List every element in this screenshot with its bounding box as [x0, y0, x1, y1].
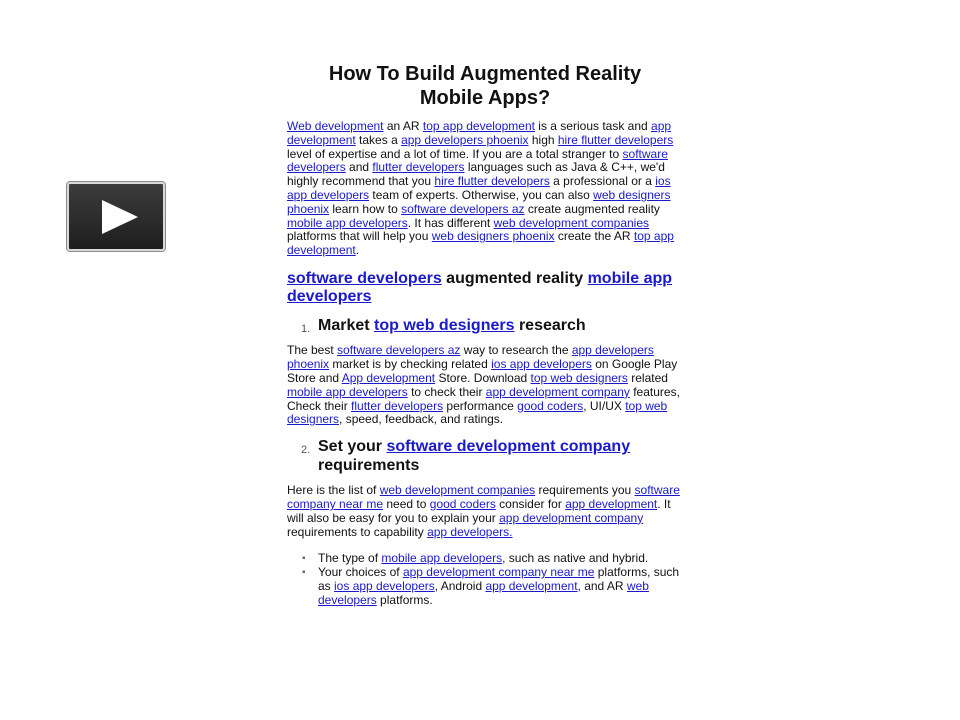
body-text: consider for — [495, 497, 566, 512]
body-text: Market — [318, 316, 375, 334]
section-heading — [287, 270, 683, 307]
body-text: requirements — [318, 456, 420, 474]
body-text: learn how to — [329, 201, 402, 216]
ordered-list-item-market-research — [287, 317, 683, 336]
list-number: 1. — [301, 322, 311, 335]
inline-link[interactable]: flutter developers — [372, 160, 465, 175]
body-text: and — [345, 160, 373, 175]
inline-link[interactable]: good coders — [517, 398, 584, 413]
inline-link[interactable]: top app development — [422, 119, 535, 133]
inline-link[interactable]: Web development — [287, 119, 384, 133]
inline-link[interactable]: app developers. — [427, 524, 513, 539]
body-text: high — [528, 132, 558, 147]
body-text: Your choices of — [318, 565, 403, 580]
body-text: way to research the — [460, 343, 572, 358]
inline-link[interactable]: app development company — [499, 510, 644, 525]
body-text: a professional or a — [549, 174, 656, 189]
inline-link[interactable]: ios app developers — [287, 174, 671, 202]
inline-link[interactable]: web designers phoenix — [287, 187, 671, 216]
requirements-paragraph — [287, 484, 683, 539]
intro-paragraph — [287, 120, 683, 258]
body-text: languages such as Java & C++, we'd highly recommend that you — [287, 160, 665, 189]
inline-link[interactable]: top web designers — [530, 371, 628, 386]
document-body — [287, 62, 683, 608]
inline-link[interactable]: app developers phoenix — [401, 132, 529, 147]
body-text: platforms that will help you — [287, 229, 432, 244]
body-text: level of expertise and a lot of time. If you are a total stranger to — [287, 146, 623, 161]
list-number: 2. — [301, 444, 311, 457]
body-text: The type of — [318, 551, 382, 566]
body-text: takes a — [355, 132, 402, 147]
inline-link[interactable]: software developers az — [401, 201, 525, 216]
page-title: How To Build Augmented Reality Mobile Apps? — [328, 63, 642, 109]
body-text: platforms. — [376, 592, 433, 607]
body-text: create the AR — [554, 229, 634, 244]
inline-link[interactable]: software developers — [287, 269, 442, 287]
inline-link[interactable]: mobile app developers — [381, 551, 503, 566]
inline-link[interactable]: app development company — [485, 384, 630, 399]
inline-link[interactable]: good coders — [429, 497, 496, 512]
body-text: performance — [443, 398, 518, 413]
inline-link[interactable]: flutter developers — [351, 398, 444, 413]
body-text: requirements to capability — [287, 524, 428, 539]
inline-link[interactable]: app development company near me — [402, 565, 595, 580]
body-text: platforms, such as — [318, 565, 680, 594]
inline-link[interactable]: mobile app developers — [287, 384, 408, 399]
bullet-marker: ▪ — [302, 567, 306, 579]
inline-link[interactable]: app development — [485, 579, 578, 594]
body-text: . — [355, 243, 360, 258]
bullet-item — [287, 552, 683, 566]
body-text: , speed, feedback, and ratings. — [339, 412, 504, 427]
inline-link[interactable]: hire flutter developers — [557, 132, 674, 147]
inline-link[interactable]: app development — [287, 119, 672, 147]
inline-link[interactable]: top web designers — [287, 398, 668, 427]
body-text: Store. Download — [435, 371, 531, 386]
body-text: market is by checking related — [329, 357, 492, 372]
inline-link[interactable]: web designers phoenix — [431, 229, 555, 244]
inline-link[interactable]: mobile app developers — [287, 215, 408, 230]
body-text: The best — [287, 343, 338, 358]
inline-link[interactable]: software developers az — [337, 343, 461, 358]
body-text: Set your — [318, 438, 387, 456]
body-text: , and AR — [577, 579, 627, 594]
inline-link[interactable]: top web designers — [374, 316, 515, 334]
body-text: , UI/UX — [583, 398, 626, 413]
body-text: research — [514, 316, 586, 334]
play-icon — [102, 200, 140, 234]
inline-link[interactable]: software development company — [386, 438, 631, 456]
body-text: features, Check their — [287, 384, 680, 413]
inline-link[interactable]: top app development — [287, 229, 674, 258]
body-text: team of experts. Otherwise, you can also — [369, 187, 594, 202]
body-text: Here is the list of — [287, 483, 380, 498]
bullet-item — [287, 566, 683, 607]
body-text: related — [627, 371, 668, 386]
body-text: , Android — [434, 579, 486, 594]
inline-link[interactable]: web developers — [318, 579, 649, 607]
inline-link[interactable]: software developers — [287, 146, 668, 175]
inline-link[interactable]: web development companies — [379, 483, 536, 498]
bullet-list — [287, 552, 683, 607]
body-text: requirements you — [535, 483, 635, 498]
inline-link[interactable]: web development companies — [493, 215, 650, 230]
inline-link[interactable]: mobile app developers — [287, 269, 673, 306]
inline-link[interactable]: App development — [341, 371, 436, 386]
body-text: . It will also be easy for you to explain your — [287, 497, 671, 525]
bullet-marker: ▪ — [302, 553, 306, 565]
body-text: need to — [383, 497, 430, 512]
body-text: an AR — [383, 119, 423, 133]
body-text: is a serious task and — [534, 119, 652, 133]
inline-link[interactable]: ios app developers — [334, 579, 435, 594]
body-text: to check their — [407, 384, 486, 399]
inline-link[interactable]: ios app developers — [491, 357, 592, 372]
ordered-list-item-requirements — [287, 438, 683, 475]
inline-link[interactable]: app developers phoenix — [287, 343, 654, 372]
market-research-paragraph — [287, 344, 683, 427]
inline-link[interactable]: software company near me — [287, 483, 680, 512]
body-text: augmented reality — [441, 269, 588, 287]
body-text: on Google Play Store and — [287, 357, 678, 386]
inline-link[interactable]: app development — [565, 497, 658, 512]
video-play-button[interactable] — [67, 182, 165, 251]
body-text: , such as native and hybrid. — [502, 551, 649, 566]
inline-link[interactable]: hire flutter developers — [434, 174, 550, 189]
body-text: create augmented reality — [524, 201, 660, 216]
body-text: . It has different — [407, 215, 494, 230]
